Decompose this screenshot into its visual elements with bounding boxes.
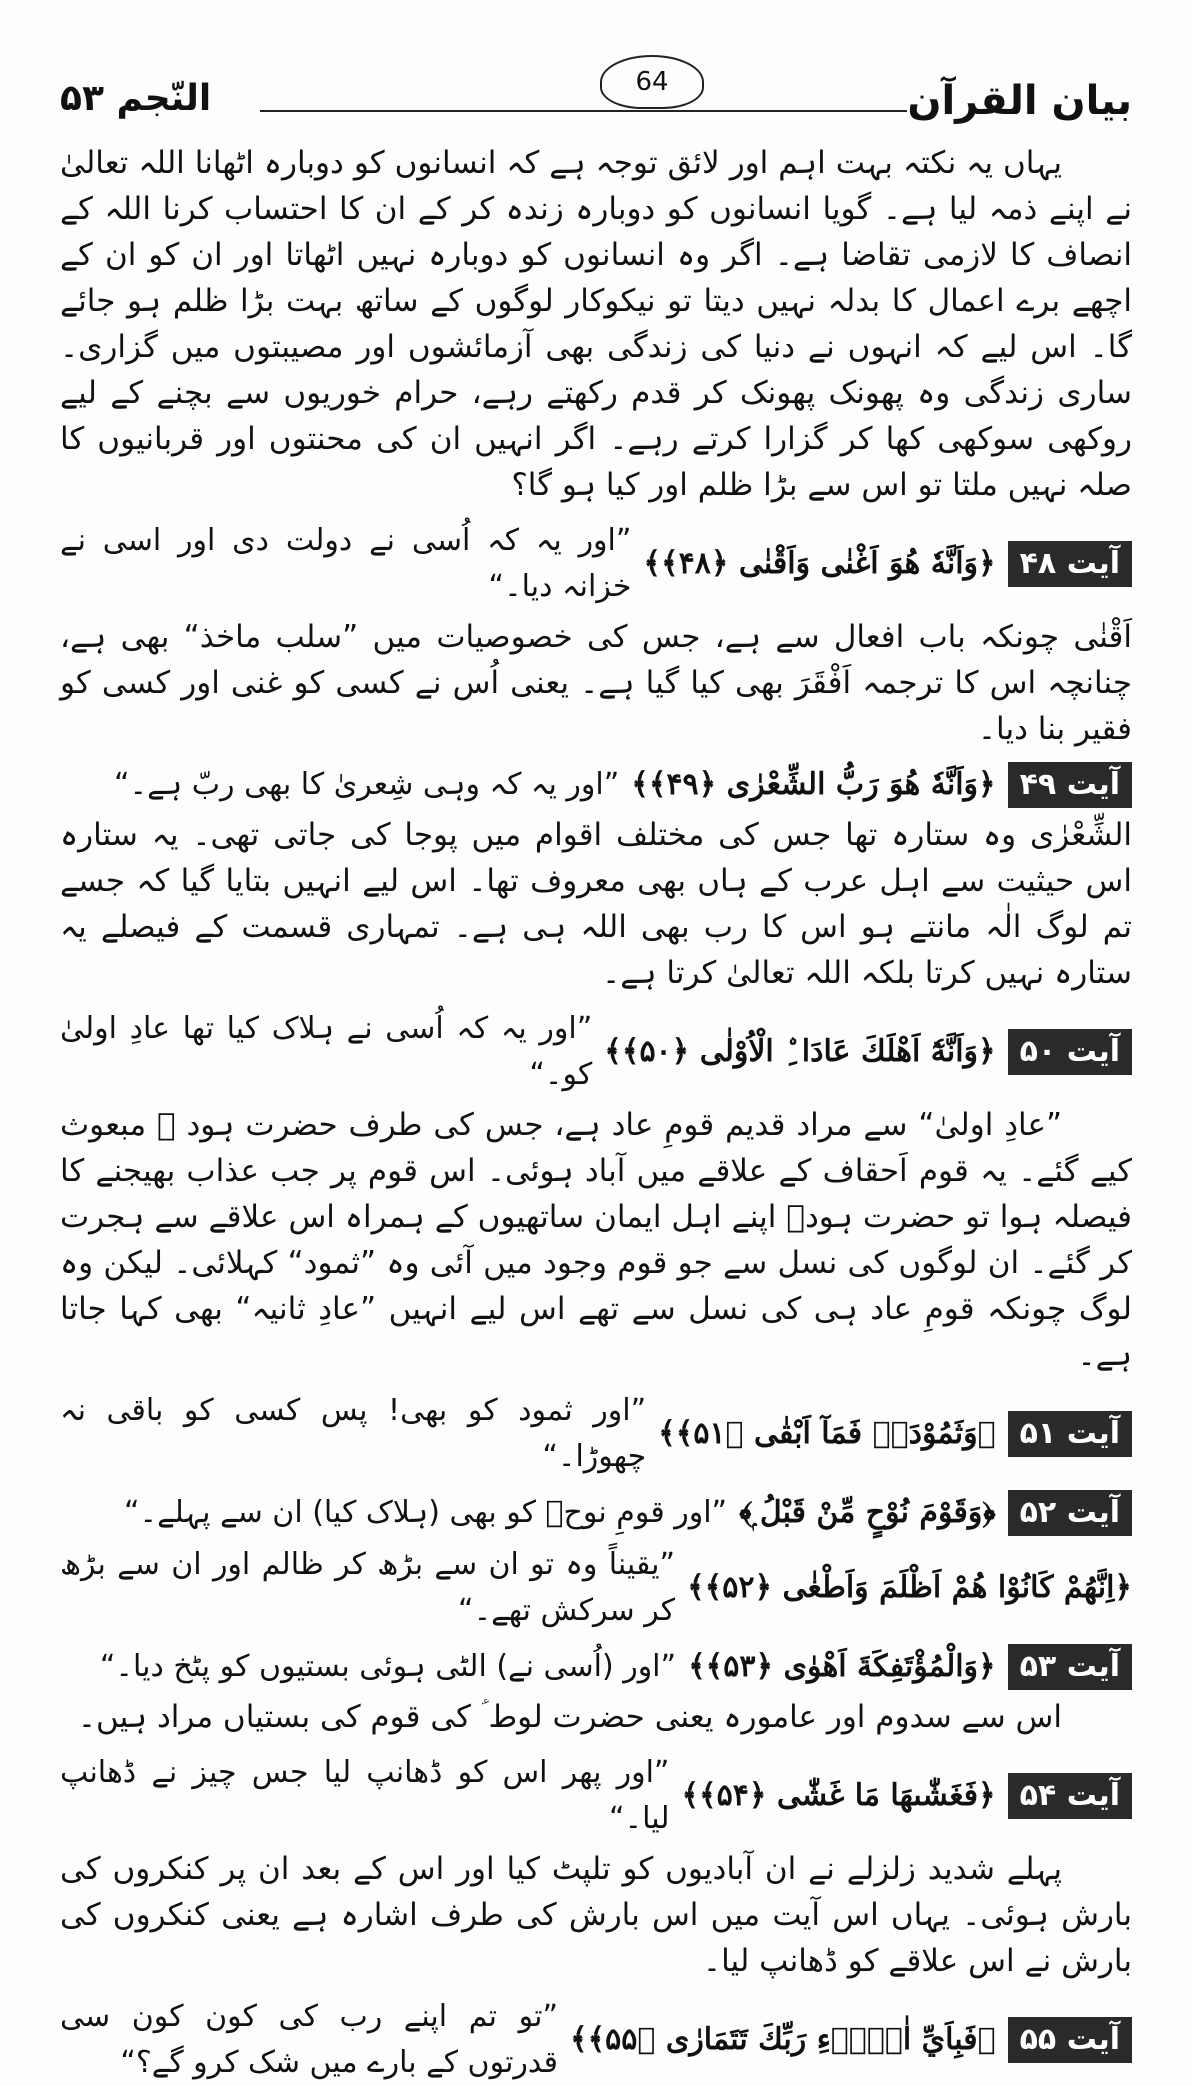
- page-number: 64: [600, 55, 704, 109]
- page-body: [60, 140, 1132, 2086]
- arabic-verse: ﴿فَبِاَيِّ اٰلَاۗءِ رَبِّكَ تَتَمَارٰى ﴿۵۵﴾﴾: [570, 2022, 996, 2057]
- verse-continuation-row: [60, 1542, 1132, 1634]
- ayah-row: [60, 1994, 1132, 2086]
- ayah-number-badge: آیت ۴۸: [1008, 541, 1132, 587]
- ayah-row: [60, 1490, 1132, 1536]
- verse-translation: ”اور پھر اس کو ڈھانپ لیا جس چیز نے ڈھانپ لیا۔“: [60, 1755, 670, 1836]
- arabic-verse: ﴿وَاَنَّهٗ هُوَ اَغْنٰى وَاَقْنٰى ﴿۴۸﴾﴾: [643, 546, 996, 581]
- arabic-verse: ﴿وَقَوْمَ نُوْحٍ مِّنْ قَبْلُ ۭ﴾: [739, 1495, 996, 1530]
- arabic-verse: ﴿وَثَمُوْدَا۟ فَمَآ اَبْقٰى ﴿۵۱﴾﴾: [658, 1416, 996, 1451]
- verse-translation: ”اور (اُسی نے) الٹی ہوئی بستیوں کو پٹخ دیا۔“: [99, 1649, 677, 1684]
- commentary-paragraph: الشِّعْرٰی وہ ستارہ تھا جس کی مختلف اقوام میں پوجا کی جاتی تھی۔ یہ ستارہ اس حیثیت سے اہل عرب کے ہاں بھی معروف تھا۔ اس لیے انہیں بتایا گیا کہ جسے تم لوگ الٰہ مانتے ہو اس کا رب بھی اللہ ہی ہے۔ تمہاری قسمت کے فیصلے یہ ستارہ نہیں کرتا بلکہ اللہ تعالیٰ کرتا ہے۔: [60, 817, 1132, 991]
- commentary-paragraph: ”عادِ اولیٰ“ سے مراد قدیم قومِ عاد ہے، جس کی طرف حضرت ہود ؑ مبعوث کیے گئے۔ یہ قوم اَحقاف کے علاقے میں آباد ہوئی۔ اس قوم پر جب عذاب بھیجنے کا فیصلہ ہوا تو حضرت ہودؑ اپنے اہل ایمان ساتھیوں کے ہمراہ اس علاقے سے ہجرت کر گئے۔ ان لوگوں کی نسل سے جو قوم وجود میں آئی وہ ”ثمود“ کہلائی۔ لیکن وہ لوگ چونکہ قومِ عاد ہی کی نسل سے تھے اس لیے انہیں ”عادِ ثانیہ“ بھی کہا جاتا ہے۔: [60, 1107, 1132, 1373]
- commentary-paragraph: اس سے سدوم اور عامورہ یعنی حضرت لوط ؑ کی قوم کی بستیاں مراد ہیں۔: [77, 1699, 1062, 1735]
- header-rule-left: [260, 110, 590, 112]
- book-title: بیان القرآن: [907, 78, 1132, 124]
- ayah-number-badge: آیت ۵۴: [1008, 1773, 1132, 1819]
- verse-translation: ”اور ثمود کو بھی! پس کسی کو باقی نہ چھوڑا۔“: [60, 1393, 647, 1474]
- ayah-row: [60, 1644, 1132, 1690]
- surah-label: النّجم ۵۳: [60, 78, 212, 119]
- ayah-row: [60, 1006, 1132, 1098]
- ayah-number-badge: آیت ۵۰: [1008, 1029, 1132, 1075]
- ayah-row: [60, 1750, 1132, 1842]
- verse-translation: ”اور یہ کہ اُسی نے دولت دی اور اسی نے خزانہ دیا۔“: [60, 523, 632, 604]
- arabic-verse: ﴿وَاَنَّهٗ هُوَ رَبُّ الشِّعْرٰى ﴿۴۹﴾﴾: [631, 767, 996, 802]
- commentary-paragraph: پہلے شدید زلزلے نے ان آبادیوں کو تلپٹ کیا اور اس کے بعد ان پر کنکروں کی بارش ہوئی۔ یہاں اس آیت میں اس بارش کی طرف اشارہ ہے یعنی کنکروں کی بارش نے اس علاقے کو ڈھانپ لیا۔: [60, 1851, 1132, 1979]
- arabic-verse: ﴿وَالْمُؤْتَفِكَةَ اَهْوٰى ﴿۵۳﴾﴾: [688, 1649, 996, 1684]
- arabic-verse: ﴿اِنَّهُمْ كَانُوْا هُمْ اَظْلَمَ وَاَطْغٰى ﴿۵۲﴾﴾: [687, 1570, 1132, 1605]
- ayah-row: [60, 762, 1132, 808]
- ayah-number-badge: آیت ۵۵: [1008, 2017, 1132, 2063]
- arabic-verse: ﴿وَاَنَّهٗٓ اَهْلَكَ عَادَا ِۨ الْاُوْلٰى ﴿۵۰﴾﴾: [604, 1034, 996, 1069]
- verse-translation: ”یقیناً وہ تو ان سے بڑھ کر ظالم اور ان سے بڑھ کر سرکش تھے۔“: [60, 1547, 676, 1628]
- header-rule-right: [557, 110, 907, 112]
- arabic-verse: ﴿فَغَشّٰىهَا مَا غَشّٰى ﴿۵۴﴾﴾: [681, 1778, 996, 1813]
- commentary-paragraph: یہاں یہ نکتہ بہت اہم اور لائق توجہ ہے کہ انسانوں کو دوبارہ اٹھانا اللہ تعالیٰ نے اپنے ذمہ لیا ہے۔ گویا انسانوں کو دوبارہ زندہ کر کے ان کا احتساب کرنا اللہ کے انصاف کا لازمی تقاضا ہے۔ اگر وہ انسانوں کو دوبارہ نہیں اٹھاتا اور ان کو ان کے اچھے برے اعمال کا بدلہ نہیں دیتا تو نیکوکار لوگوں کے ساتھ بہت بڑا ظلم ہو جائے گا۔ اس لیے کہ انہوں نے دنیا کی زندگی بھی آزمائشوں اور مصیبتوں میں گزاری۔ ساری زندگی وہ پھونک پھونک کر قدم رکھتے رہے، حرام خوریوں سے بچنے کے لیے روکھی سوکھی کھا کر گزارا کرتے رہے۔ اگر انہیں ان کی محنتوں اور قربانیوں کا صلہ نہیں ملتا تو اس سے بڑا ظلم اور کیا ہو گا؟: [60, 145, 1132, 503]
- page-header: [60, 67, 1132, 140]
- ayah-number-badge: آیت ۵۲: [1008, 1490, 1132, 1536]
- ayah-number-badge: آیت ۵۱: [1008, 1411, 1132, 1457]
- verse-translation: ”اور یہ کہ وہی شِعریٰ کا بھی ربّ ہے۔“: [113, 767, 620, 802]
- ayah-number-badge: آیت ۴۹: [1008, 762, 1132, 808]
- verse-translation: ”اور قومِ نوحؑ کو بھی (ہلاک کیا) ان سے پہلے۔“: [123, 1495, 728, 1530]
- ayah-row: [60, 1388, 1132, 1480]
- ayah-row: [60, 518, 1132, 610]
- verse-translation: ”تو تم اپنے رب کی کون کون سی قدرتوں کے بارے میں شک کرو گے؟“: [60, 1999, 558, 2080]
- ayah-number-badge: آیت ۵۳: [1008, 1644, 1132, 1690]
- commentary-paragraph: اَقْنٰی چونکہ باب افعال سے ہے، جس کی خصوصیات میں ”سلب ماخذ“ بھی ہے، چنانچہ اس کا ترجمہ اَفْقَرَ بھی کیا گیا ہے۔ یعنی اُس نے کسی کو غنی اور کسی کو فقیر بنا دیا۔: [60, 619, 1132, 747]
- verse-translation: ”اور یہ کہ اُسی نے ہلاک کیا تھا عادِ اولیٰ کو۔“: [60, 1011, 593, 1092]
